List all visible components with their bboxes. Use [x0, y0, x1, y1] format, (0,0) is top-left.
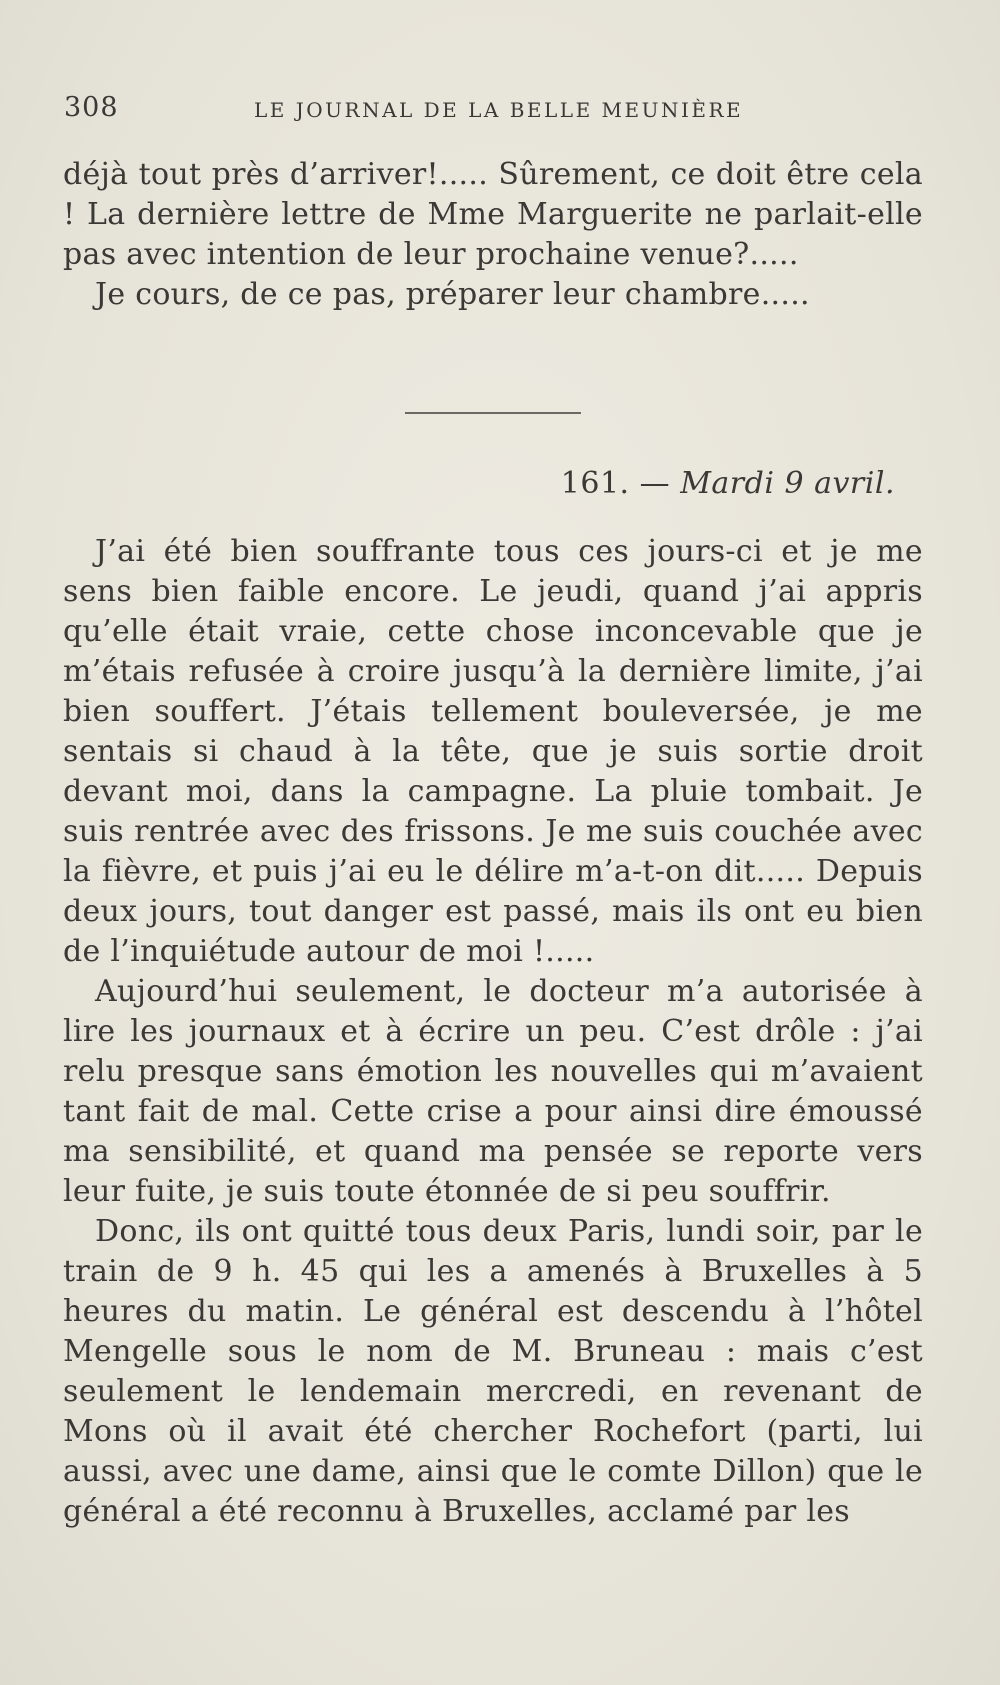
entry-heading: [561, 466, 895, 501]
page-number: 308: [64, 92, 119, 123]
intro-paragraph: déjà tout près d’arriver!..... Sûrement, ce doit être cela ! La dernière lettre de Mme Marguerite ne parlait-elle pas avec intention de leur prochaine venue?.....: [63, 157, 923, 272]
running-title: LE JOURNAL DE LA BELLE MEUNIÈRE: [254, 98, 744, 122]
entry-dash: —: [639, 466, 671, 501]
intro-paragraph: Je cours, de ce pas, préparer leur chambre.....: [95, 277, 810, 312]
intro-text: [63, 155, 923, 315]
paragraph: Aujourd’hui seulement, le docteur m’a autorisée à lire les journaux et à écrire un peu. C’est drôle : j’ai relu presque sans émotion les nouvelles qui m’avaient tant fait de mal. Cette crise a pour ainsi dire émoussé ma sensibilité, et quand ma pensée se reporte vers leur fuite, je suis toute étonnée de si peu souffrir.: [63, 974, 923, 1209]
page-header: [64, 92, 914, 132]
entry-text: [63, 532, 923, 1532]
section-divider: [405, 412, 581, 414]
paragraph: J’ai été bien souffrante tous ces jours-ci et je me sens bien faible encore. Le jeudi, quand j’ai appris qu’elle était vraie, cette chose inconcevable que je m’étais refusée à croire jusqu’à la dernière limite, j’ai bien souffert. J’étais tellement bouleversée, je me sentais si chaud à la tête, que je suis sortie droit devant moi, dans la campagne. La pluie tombait. Je suis rentrée avec des frissons. Je me suis couchée avec la fièvre, et puis j’ai eu le délire m’a-t-on dit..... Depuis deux jours, tout danger est passé, mais ils ont eu bien de l’inquiétude autour de moi !.....: [63, 534, 923, 969]
paragraph: Donc, ils ont quitté tous deux Paris, lundi soir, par le train de 9 h. 45 qui les a amenés à Bruxelles à 5 heures du matin. Le général est descendu à l’hôtel Mengelle sous le nom de M. Bruneau : mais c’est seulement le lendemain mercredi, en revenant de Mons où il avait été chercher Rochefort (parti, lui aussi, avec une dame, ainsi que le comte Dillon) que le général a été reconnu à Bruxelles, acclamé par les: [63, 1214, 923, 1529]
entry-number: 161.: [560, 466, 630, 501]
entry-date: Mardi 9 avril.: [680, 466, 895, 501]
